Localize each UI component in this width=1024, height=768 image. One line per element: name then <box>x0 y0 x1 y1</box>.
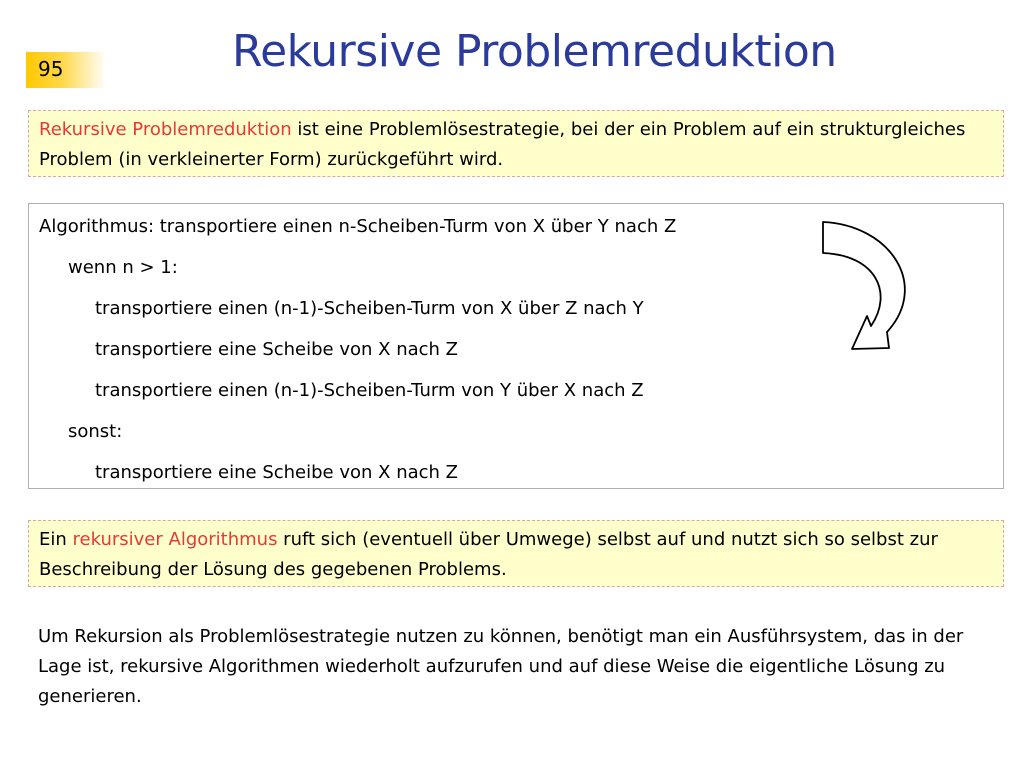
slide-number: 95 <box>38 57 64 81</box>
algorithm-step: transportiere eine Scheibe von X nach Z <box>95 462 458 483</box>
definition-text: ist eine Problemlösestrategie, bei der ein Problem auf ein strukturgleiches Problem (in verkleinerter Form) zurückgeführt wird. <box>39 119 966 170</box>
algorithm-else: sonst: <box>68 421 123 442</box>
recursive-prefix: Ein <box>39 529 73 550</box>
recursive-text: ruft sich (eventuell über Umwege) selbst auf und nutzt sich so selbst zur Beschreibung der Lösung des gegebenen Problems. <box>39 529 938 580</box>
slide-title: Rekursive Problemreduktion <box>232 26 837 77</box>
algorithm-condition: wenn n > 1: <box>68 257 178 278</box>
definition-term: Rekursive Problemreduktion <box>39 119 292 140</box>
recursive-term: rekursiver Algorithmus <box>72 529 278 550</box>
definition-box <box>28 110 1004 177</box>
algorithm-header: Algorithmus: transportiere einen n-Scheiben-Turm von X über Y nach Z <box>39 216 677 237</box>
algorithm-step: transportiere einen (n-1)-Scheiben-Turm von X über Z nach Y <box>95 298 644 319</box>
algorithm-step: transportiere eine Scheibe von X nach Z <box>95 339 458 360</box>
recursion-arrow-icon <box>820 220 920 370</box>
footer-paragraph: Um Rekursion als Problemlösestrategie nutzen zu können, benötigt man ein Ausführsystem, das in der Lage ist, rekursive Algorithmen wiederholt aufzurufen und auf diese Weise die eigentliche Lösung zu generieren. <box>38 626 964 707</box>
algorithm-step: transportiere einen (n-1)-Scheiben-Turm von Y über X nach Z <box>95 380 644 401</box>
slide-number-badge <box>26 52 106 88</box>
recursive-algorithm-box <box>28 520 1004 587</box>
